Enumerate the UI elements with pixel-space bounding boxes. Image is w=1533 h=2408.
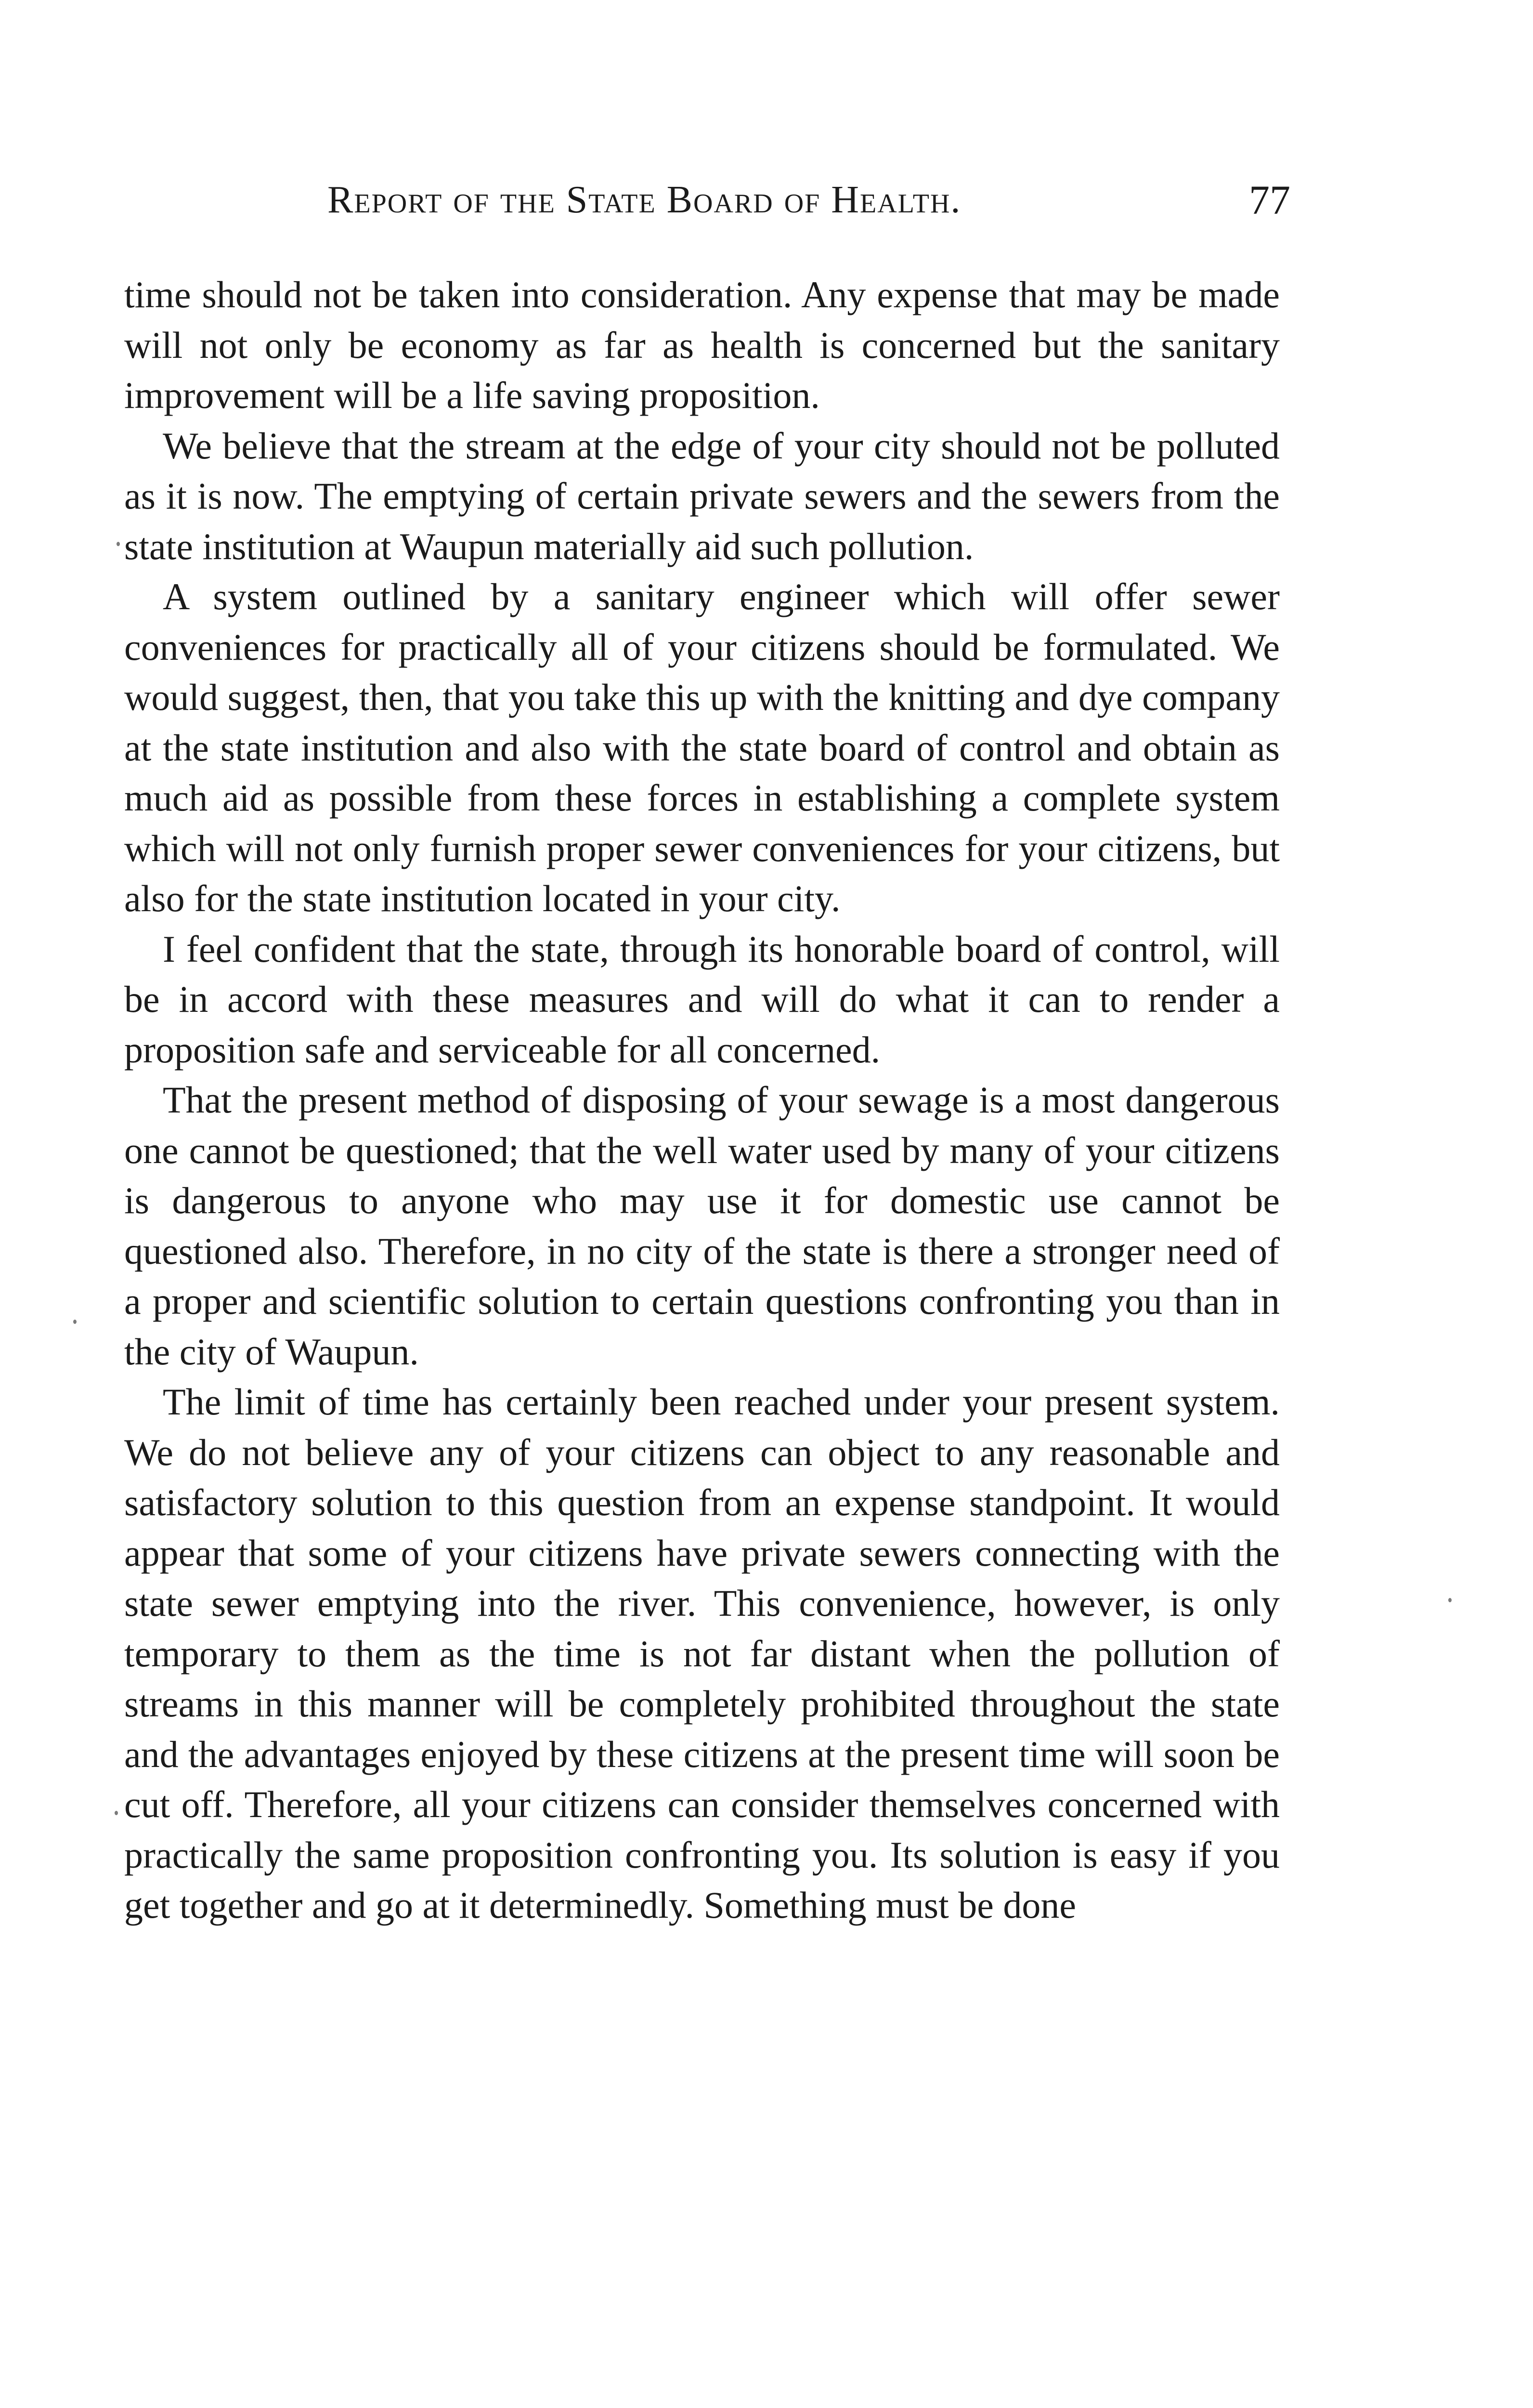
body-text (124, 270, 1280, 1931)
print-speck (73, 1320, 77, 1324)
paragraph-4: I feel confident that the state, through its honorable board of control, will be in accord with these measures and will do what it can to render a proposition safe and serviceable for all concerned. (124, 928, 1280, 1071)
paragraph-5: That the present method of disposing of your sewage is a most dangerous one cannot be questioned; that the well water used by many of your citizens is dangerous to anyone who may use it for domestic use cannot be questioned also. Therefore, in no city of the state is there a stronger need of a proper and scientific solution to certain questions confronting you than in the city of Waupun. (124, 1079, 1280, 1373)
print-speck (1448, 1598, 1452, 1602)
paragraph-1: time should not be taken into consideration. Any expense that may be made will not only be economy as far as health is concerned but the sanitary improvement will be a life saving proposition. (124, 274, 1280, 416)
paragraph-3: A system outlined by a sanitary engineer which will offer sewer conveniences for practically all of your citizens should be formulated. We would suggest, then, that you take this up with the knitting and dye company at the state institution and also with the state board of control and obtain as much aid as possible from these forces in establishing a complete system which will not only furnish proper sewer conveniences for your citizens, but also for the state institution located in your city. (124, 576, 1280, 919)
page-number: 77 (1249, 177, 1290, 223)
print-speck (117, 542, 120, 546)
running-title: Report of the State Board of Health. (327, 179, 961, 221)
paragraph-2: We believe that the stream at the edge of your city should not be polluted as it is now. The emptying of certain private sewers and the sewers from the state institution at Waupun materially aid such pollution. (124, 424, 1280, 567)
print-speck (115, 1811, 118, 1815)
paragraph-6: The limit of time has certainly been reached under your present system. We do not believe any of your citizens can object to any reasonable and satisfactory solution to this question from an expense standpoint. It would appear that some of your citizens have private sewers connecting with the state sewer emptying into the river. This convenience, however, is only temporary to them as the time is not far distant when the pollution of streams in this manner will be completely prohibited throughout the state and the advantages enjoyed by these citizens at the present time will soon be cut off. Therefore, all your citizens can consider themselves concerned with practically the same proposition confronting you. Its solution is easy if you get together and go at it determinedly. Something must be done (124, 1381, 1280, 1926)
running-header (327, 173, 1290, 226)
